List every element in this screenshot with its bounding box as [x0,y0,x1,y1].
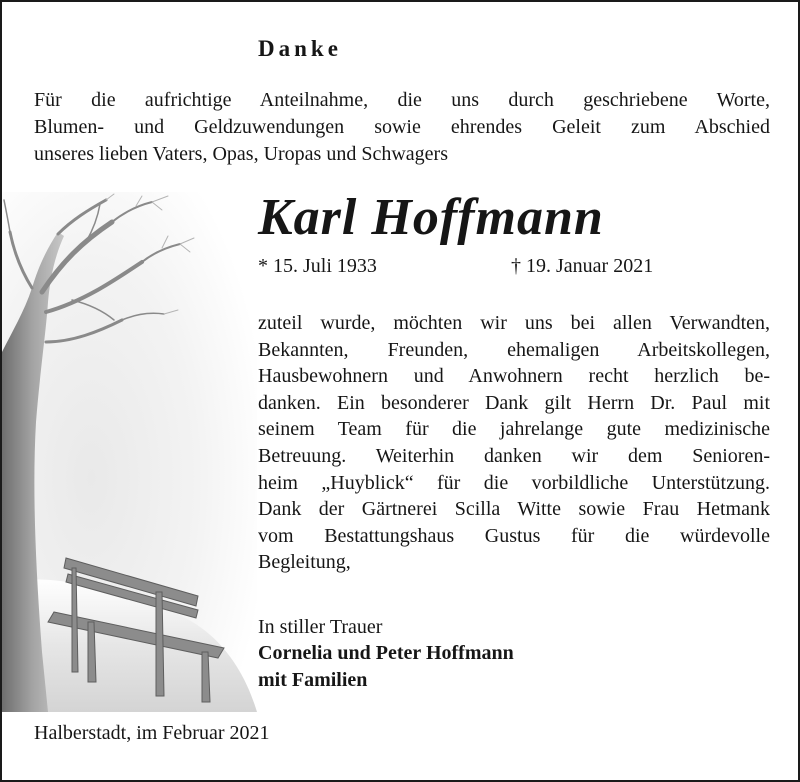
deceased-name: Karl Hoffmann [258,189,604,246]
body-line: zuteil wurde, möchten wir uns bei allen Verwandten, [258,312,770,334]
intro-line: Blumen- und Geldzuwendungen sowie ehrendes Geleit zum Abschied [34,116,770,138]
body-line: Bekannten, Freunden, ehemaligen Arbeitskollegen, [258,338,770,361]
intro-text [34,87,770,168]
tree-and-bench-icon [2,192,257,712]
death-date: † 19. Januar 2021 [511,255,654,277]
body-line: vom Bestattungshaus Gustus für die würdevolle [258,524,770,547]
body-line: seinem Team für die jahrelange gute medizinische [258,418,770,441]
thanks-body [258,310,770,576]
signers [258,640,514,694]
heading: Danke [258,36,342,61]
signer-line: Cornelia und Peter Hoffmann [258,642,514,664]
birth-date: * 15. Juli 1933 [258,255,377,277]
body-line: danken. Ein besonderer Dank gilt Herrn Dr. Paul mit [258,391,770,414]
intro-line: unseres lieben Vaters, Opas, Uropas und Schwagers [34,143,448,165]
body-line: Begleitung, [258,551,351,574]
body-line: Dank der Gärtnerei Scilla Witte sowie Frau Hetmank [258,498,770,521]
signer-line: mit Familien [258,669,368,691]
place-date: Halberstadt, im Februar 2021 [34,722,270,744]
mourning-label: In stiller Trauer [258,616,383,638]
body-line: heim „Huyblick“ für die vorbildliche Unterstützung. [258,471,770,494]
intro-line: Für die aufrichtige Anteilnahme, die uns durch geschriebene Worte, [34,89,770,111]
body-line: Hausbewohnern und Anwohnern recht herzlich be- [258,365,770,388]
body-line: Betreuung. Weiterhin danken wir dem Senioren- [258,444,770,467]
